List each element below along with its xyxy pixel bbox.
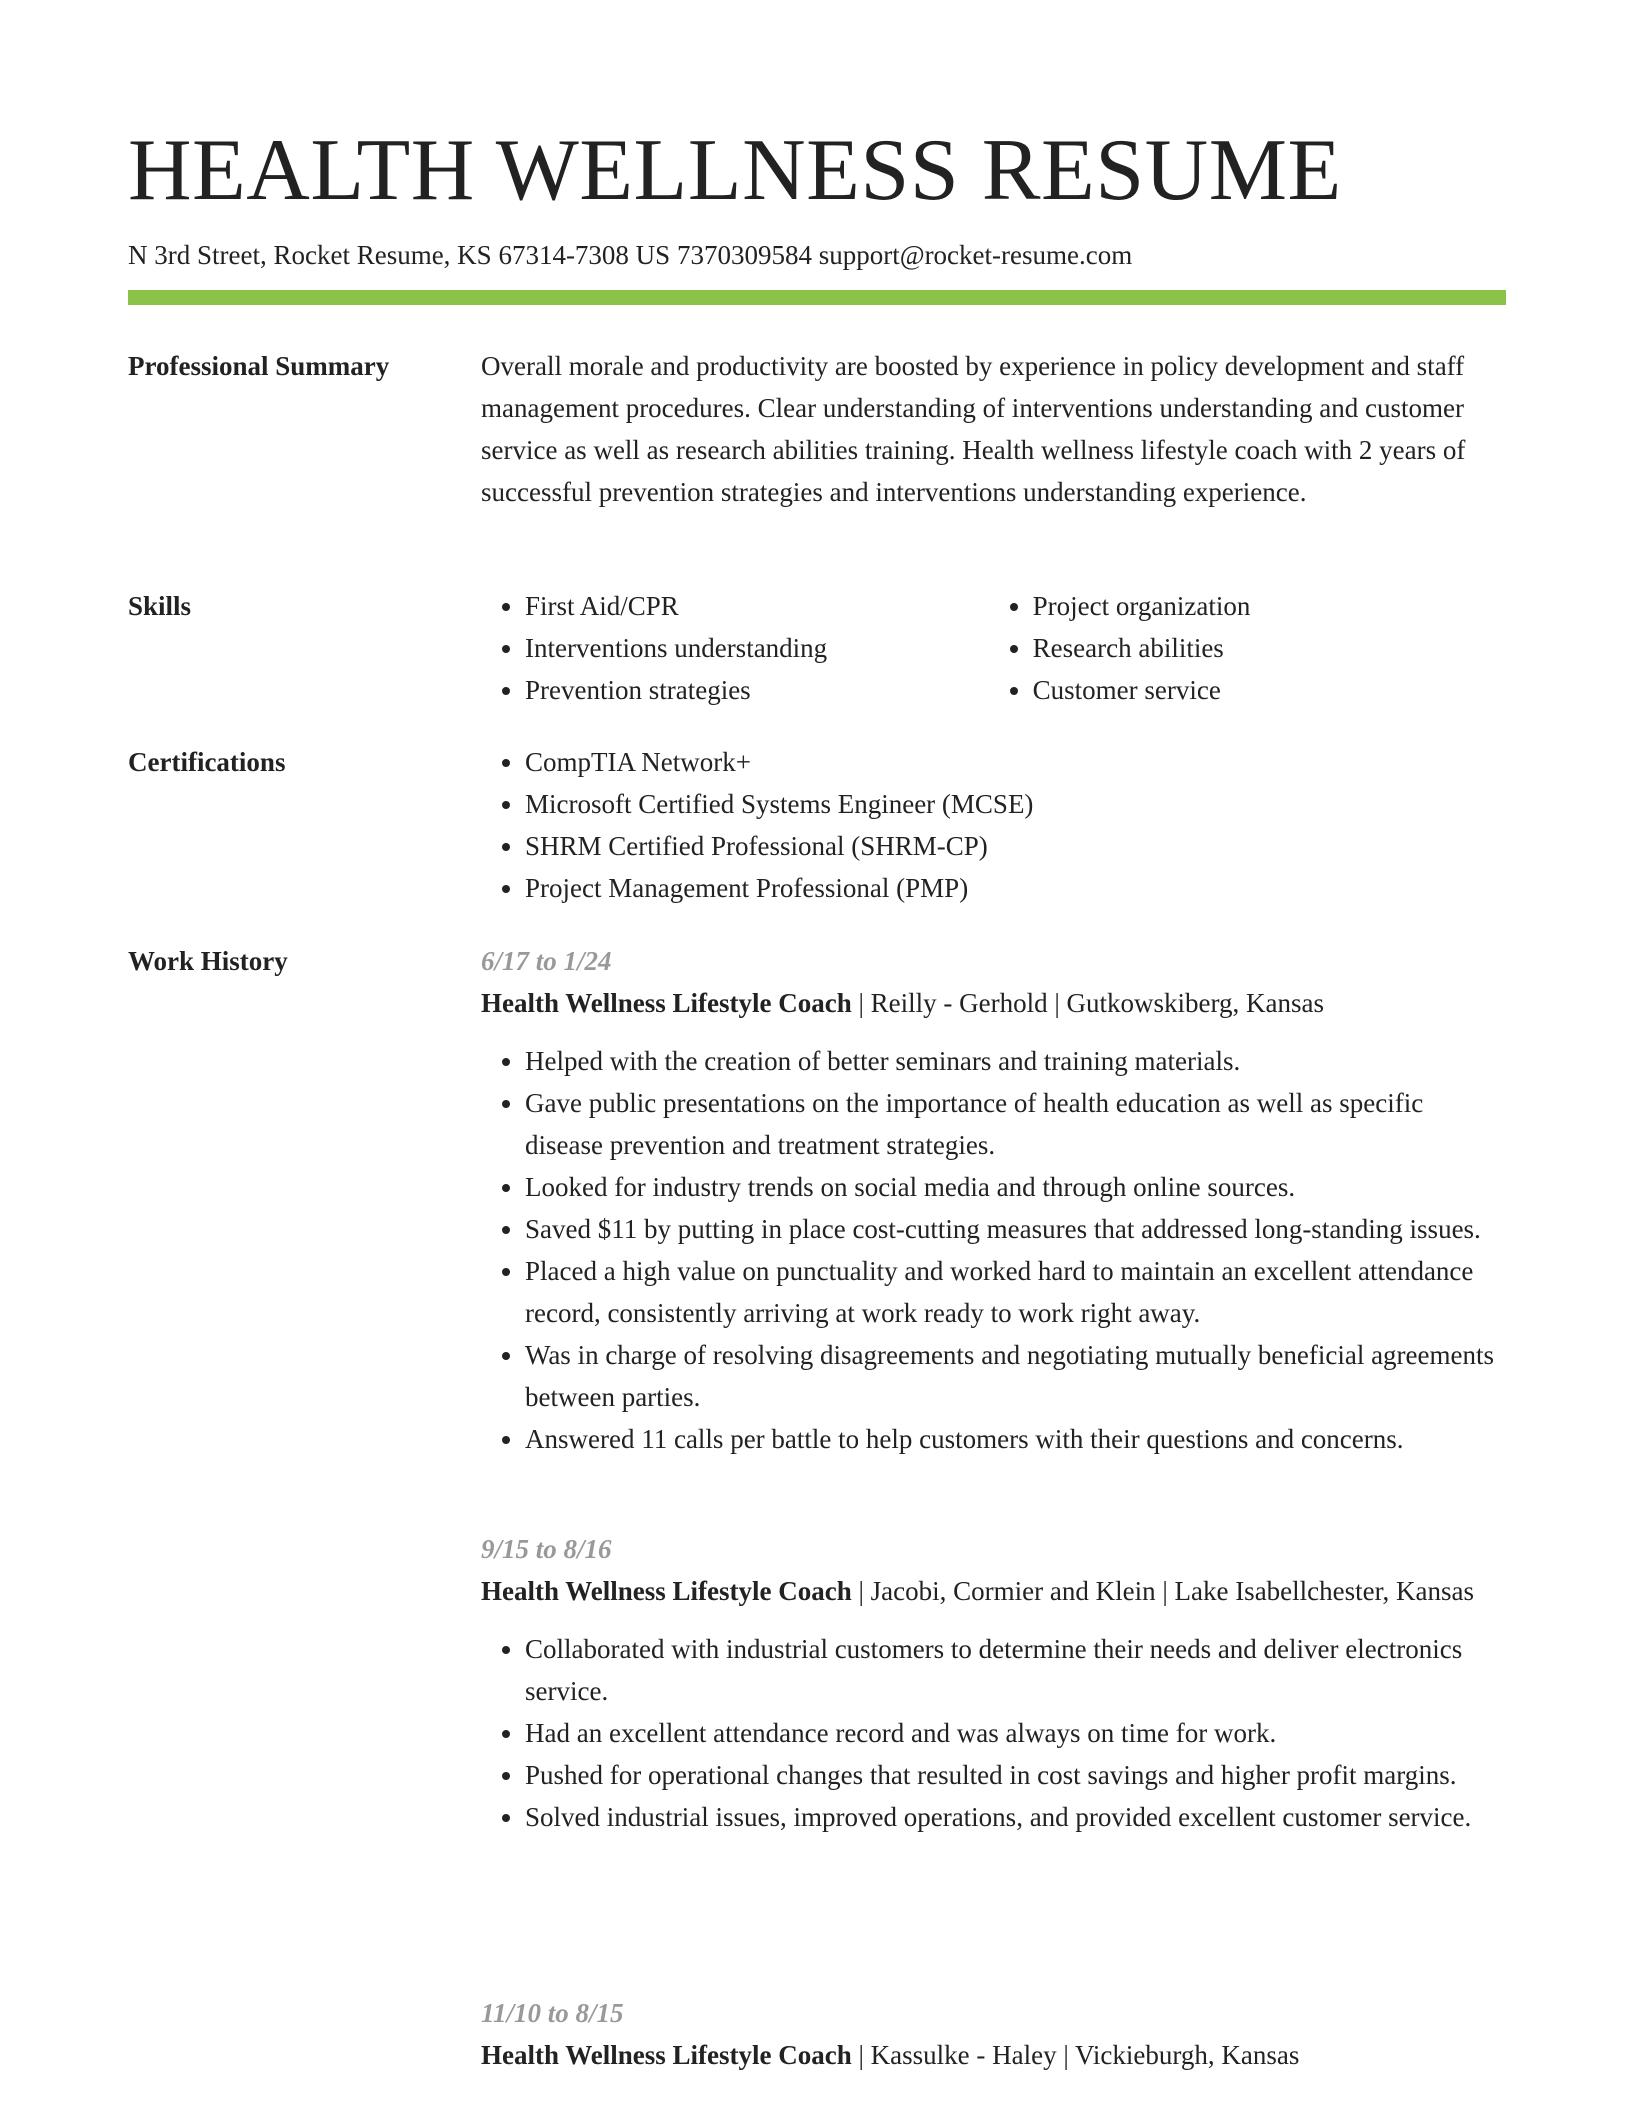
list-item: • Looked for industry trends on social media and through online sources. [525,1166,1506,1208]
job-dates: 6/17 to 1/24 [481,946,612,976]
job-entry [481,1528,1506,1838]
list-item: • Customer service [1033,669,1506,711]
job-dates: 9/15 to 8/16 [481,1534,612,1564]
list-item: • Microsoft Certified Systems Engineer (MCSE) [525,783,1506,825]
job-duties-list [481,1040,1506,1460]
job-title-line [481,1570,1506,1612]
list-item: • Collaborated with industrial customers to determine their needs and deliver electronics service. [525,1628,1506,1712]
work-history-section [128,940,1506,2100]
certifications-heading: Certifications [128,747,286,777]
summary-heading: Professional Summary [128,351,390,381]
list-item: • Gave public presentations on the importance of health education as well as specific disease prevention and treatment strategies. [525,1082,1506,1166]
list-item: • SHRM Certified Professional (SHRM-CP) [525,825,1506,867]
list-item: • Prevention strategies [525,669,979,711]
skills-heading: Skills [128,591,192,621]
skills-list-right [989,585,1506,711]
list-item: • Pushed for operational changes that resulted in cost savings and higher profit margins. [525,1754,1506,1796]
resume-header [128,118,1506,305]
job-company-location: | Jacobi, Cormier and Klein | Lake Isabellchester, Kansas [851,1576,1475,1606]
work-history-heading: Work History [128,946,288,976]
list-item: • Answered 11 calls per battle to help customers with their questions and concerns. [525,1418,1506,1460]
job-title: Health Wellness Lifestyle Coach [481,1576,852,1606]
job-dates: 11/10 to 8/15 [481,1998,624,2028]
list-item: • First Aid/CPR [525,585,979,627]
job-entry [481,1992,1506,2076]
certifications-list [481,741,1506,909]
skills-list-left [481,585,979,711]
list-item: • Was in charge of resolving disagreements and negotiating mutually beneficial agreements between parties. [525,1334,1506,1418]
list-item: • Helped with the creation of better seminars and training materials. [525,1040,1506,1082]
list-item: • Placed a high value on punctuality and worked hard to maintain an excellent attendance record, consistently arriving at work ready to work right away. [525,1250,1506,1334]
job-title-line [481,982,1506,1024]
job-company-location: | Kassulke - Haley | Vickieburgh, Kansas [851,2040,1300,2070]
candidate-name: HEALTH WELLNESS RESUME [128,122,1342,219]
list-item: • Saved $11 by putting in place cost-cutting measures that addressed long-standing issues. [525,1208,1506,1250]
list-item: • Had an excellent attendance record and was always on time for work. [525,1712,1506,1754]
job-duties-list [481,1628,1506,1838]
summary-text: Overall morale and productivity are boosted by experience in policy development and staff management procedures. Clear understanding of interventions understanding and customer service as well as research abilities training. Health wellness lifestyle coach with 2 years of successful prevention strategies and interventions understanding experience. [481,351,1466,507]
job-company-location: | Reilly - Gerhold | Gutkowskiberg, Kansas [851,988,1324,1018]
list-item: • Project Management Professional (PMP) [525,867,1506,909]
list-item: • Solved industrial issues, improved operations, and provided excellent customer service. [525,1796,1506,1838]
contact-line: N 3rd Street, Rocket Resume, KS 67314-7308 US 7370309584 support@rocket-resume.com [128,240,1133,270]
list-item: • Research abilities [1033,627,1506,669]
job-title: Health Wellness Lifestyle Coach [481,988,852,1018]
job-title-line [481,2034,1506,2076]
job-entry [481,940,1506,1460]
accent-divider [128,290,1506,305]
list-item: • Project organization [1033,585,1506,627]
list-item: • CompTIA Network+ [525,741,1506,783]
list-item: • Interventions understanding [525,627,979,669]
job-title: Health Wellness Lifestyle Coach [481,2040,852,2070]
